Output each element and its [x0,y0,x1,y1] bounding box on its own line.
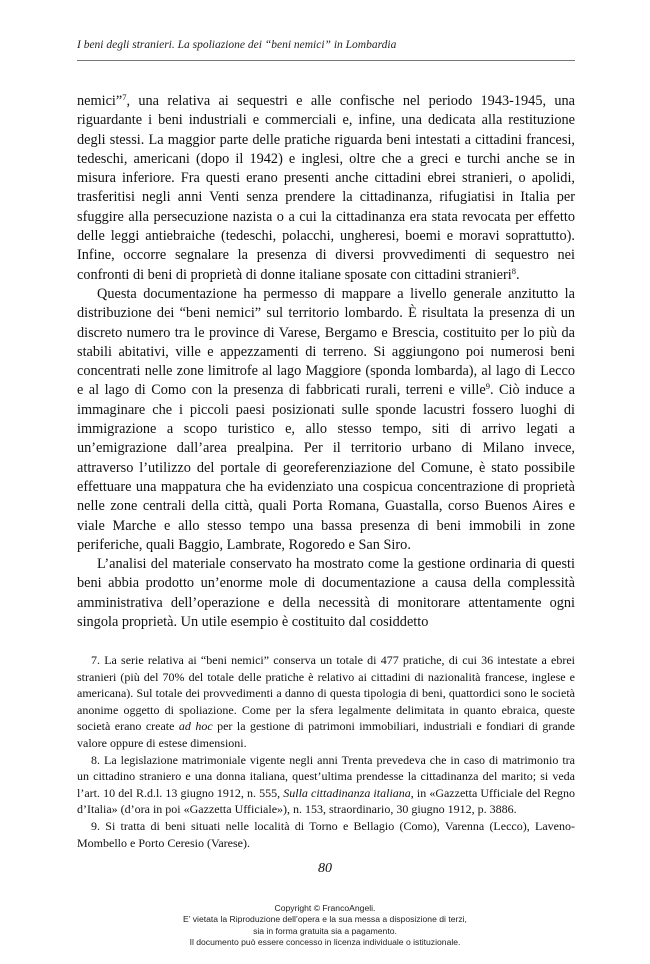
paragraph-3: L’analisi del materiale conservato ha mostrato come la gestione ordinaria di questi beni abbia prodotto un’enorme mole di documentazione a causa della complessità amministrativa dell’operazione e della necessità di monitorare attentamente ogni singola proprietà. Un utile esempio è costituito dal cosiddetto [77,556,575,631]
copyright-line-4: Il documento può essere concesso in licenza individuale o istituzionale. [189,936,461,947]
copyright-line-1: Copyright © FrancoAngeli. [274,903,376,913]
copyright-line-3: sia in forma gratuita sia a pagamento. [253,925,397,936]
footnote-ref-7: 7 [122,92,127,102]
footnote-8-text: 8. La legislazione matrimoniale vigente negli anni Trenta prevedeva che in caso di matrimonio tra un cittadino straniero e una donna italiana, quest’ultima prendesse la cittadinanza del marito; si veda l’art. 10 del R.d.l. 13 giugno 1912, n. 555, [77,752,575,800]
page-number: 80 [318,861,332,876]
footnote-ref-9: 9 [485,381,490,392]
footnote-ref-8: 8 [511,265,516,276]
p1-text-b: , una relativa ai sequestri e alle confische nel periodo 1943-1945, una riguardante i beni industriali e commerciali e, infine, una dedicata alla restituzione degli stessi. La maggior parte delle pratiche riguarda beni intestati a cittadini francesi, tedeschi, americani (dopo il 1942) e inglesi, oltre che a greci e turchi anche se in misura inferiore. Fra questi erano presenti anche cittadini ebrei stranieri, o apolidi, trasferitisi negli anni Venti senza prendere la cittadinanza, rifugiatisi in Italia per sfuggire alla persecuzione nazista o a cui la cittadinanza era stata revocata per effetto delle leggi antiebraiche (tedeschi, polacchi, ungheresi, boemi e moravi soprattutto). Infine, occorre segnalare la presenza di diversi provvedimenti di sequestro nei confronti di beni di proprietà di donne italiane sposate con cittadini stranieri [77,93,575,283]
footnote-8-italic: Sulla cittadinanza italiana [283,785,411,800]
paragraph-1 [77,92,575,285]
body-text [77,92,575,632]
footnote-7-italic: ad hoc [178,719,213,734]
paragraph-2 [77,285,575,555]
copyright-notice [0,903,650,948]
footnote-7-text: 7. La serie relativa ai “beni nemici” conserva un totale di 477 pratiche, di cui 36 intestate a ebrei stranieri (più del 70% del totale delle pratiche è relativo ai cittadini di nazionalità francese, inglese e americana). Sul totale dei provvedimenti a danno di questa tipologia di beni, quattordici sono le società anonime oggetto di spoliazione. Come per la sfera legalmente delimitata in quanto ebraica, queste società erano create [77,653,575,734]
footnote-7 [77,652,575,752]
footnote-8 [77,752,575,818]
p1-text-end: . [516,266,520,283]
footnote-7-text-end: per la gestione di patrimoni immobiliari, industriali e fondiari di grande valore oppure di estese dimensioni. [77,719,575,750]
header-rule [77,60,575,61]
p2-text-a: Questa documentazione ha permesso di mappare a livello generale anzitutto la distribuzione dei “beni nemici” sul territorio lombardo. È risultata la presenza di un discreto numero tra le province di Varese, Bergamo e Brescia, costituito per lo più da stabili abitativi, ville e appezzamenti di terreno. Si aggiungono poi numerosi beni concentrati nelle zone limitrofe al lago Maggiore (sponda lombarda), al lago di Lecco e al lago di Como con la presenza di fabbricati rurali, terreni e ville [77,285,575,399]
footnote-8-text-end: , in «Gazzetta Ufficiale del Regno d’Italia» (d’ora in poi «Gazzetta Ufficiale»), n. 153, straordinario, 30 giugno 1912, p. 3886. [77,785,575,817]
p1-text-a: nemici” [77,93,123,109]
running-head: I beni degli stranieri. La spoliazione dei “beni nemici” in Lombardia [77,39,397,51]
footnote-9: 9. Si tratta di beni situati nelle località di Torno e Bellagio (Como), Varenna (Lecco), Laveno-Mombello e Porto Ceresio (Varese). [77,818,575,850]
p2-text-b: . Ciò induce a immaginare che i piccoli paesi posizionati sulle sponde lacustri fossero luoghi di immigrazione a scopo turistico e, allo stesso tempo, siti di arrivo legati a un’emigrazione dall’area prealpina. Per il territorio urbano di Milano invece, attraverso l’utilizzo del portale di georeferenziazione del Comune, è stato possibile effettuare una mappatura che ha evidenziato una cospicua concentrazione di proprietà nelle zone centrali della città, quali Porta Romana, Guastalla, corso Buenos Aires e viale Marche e allo stesso tempo una bassa presenza di beni immobili in zone periferiche, quali Baggio, Lambrate, Rogoredo e San Siro. [77,382,575,553]
copyright-line-2: E’ vietata la Riproduzione dell’opera e la sua messa a disposizione di terzi, [183,914,467,925]
footnotes [77,652,575,851]
